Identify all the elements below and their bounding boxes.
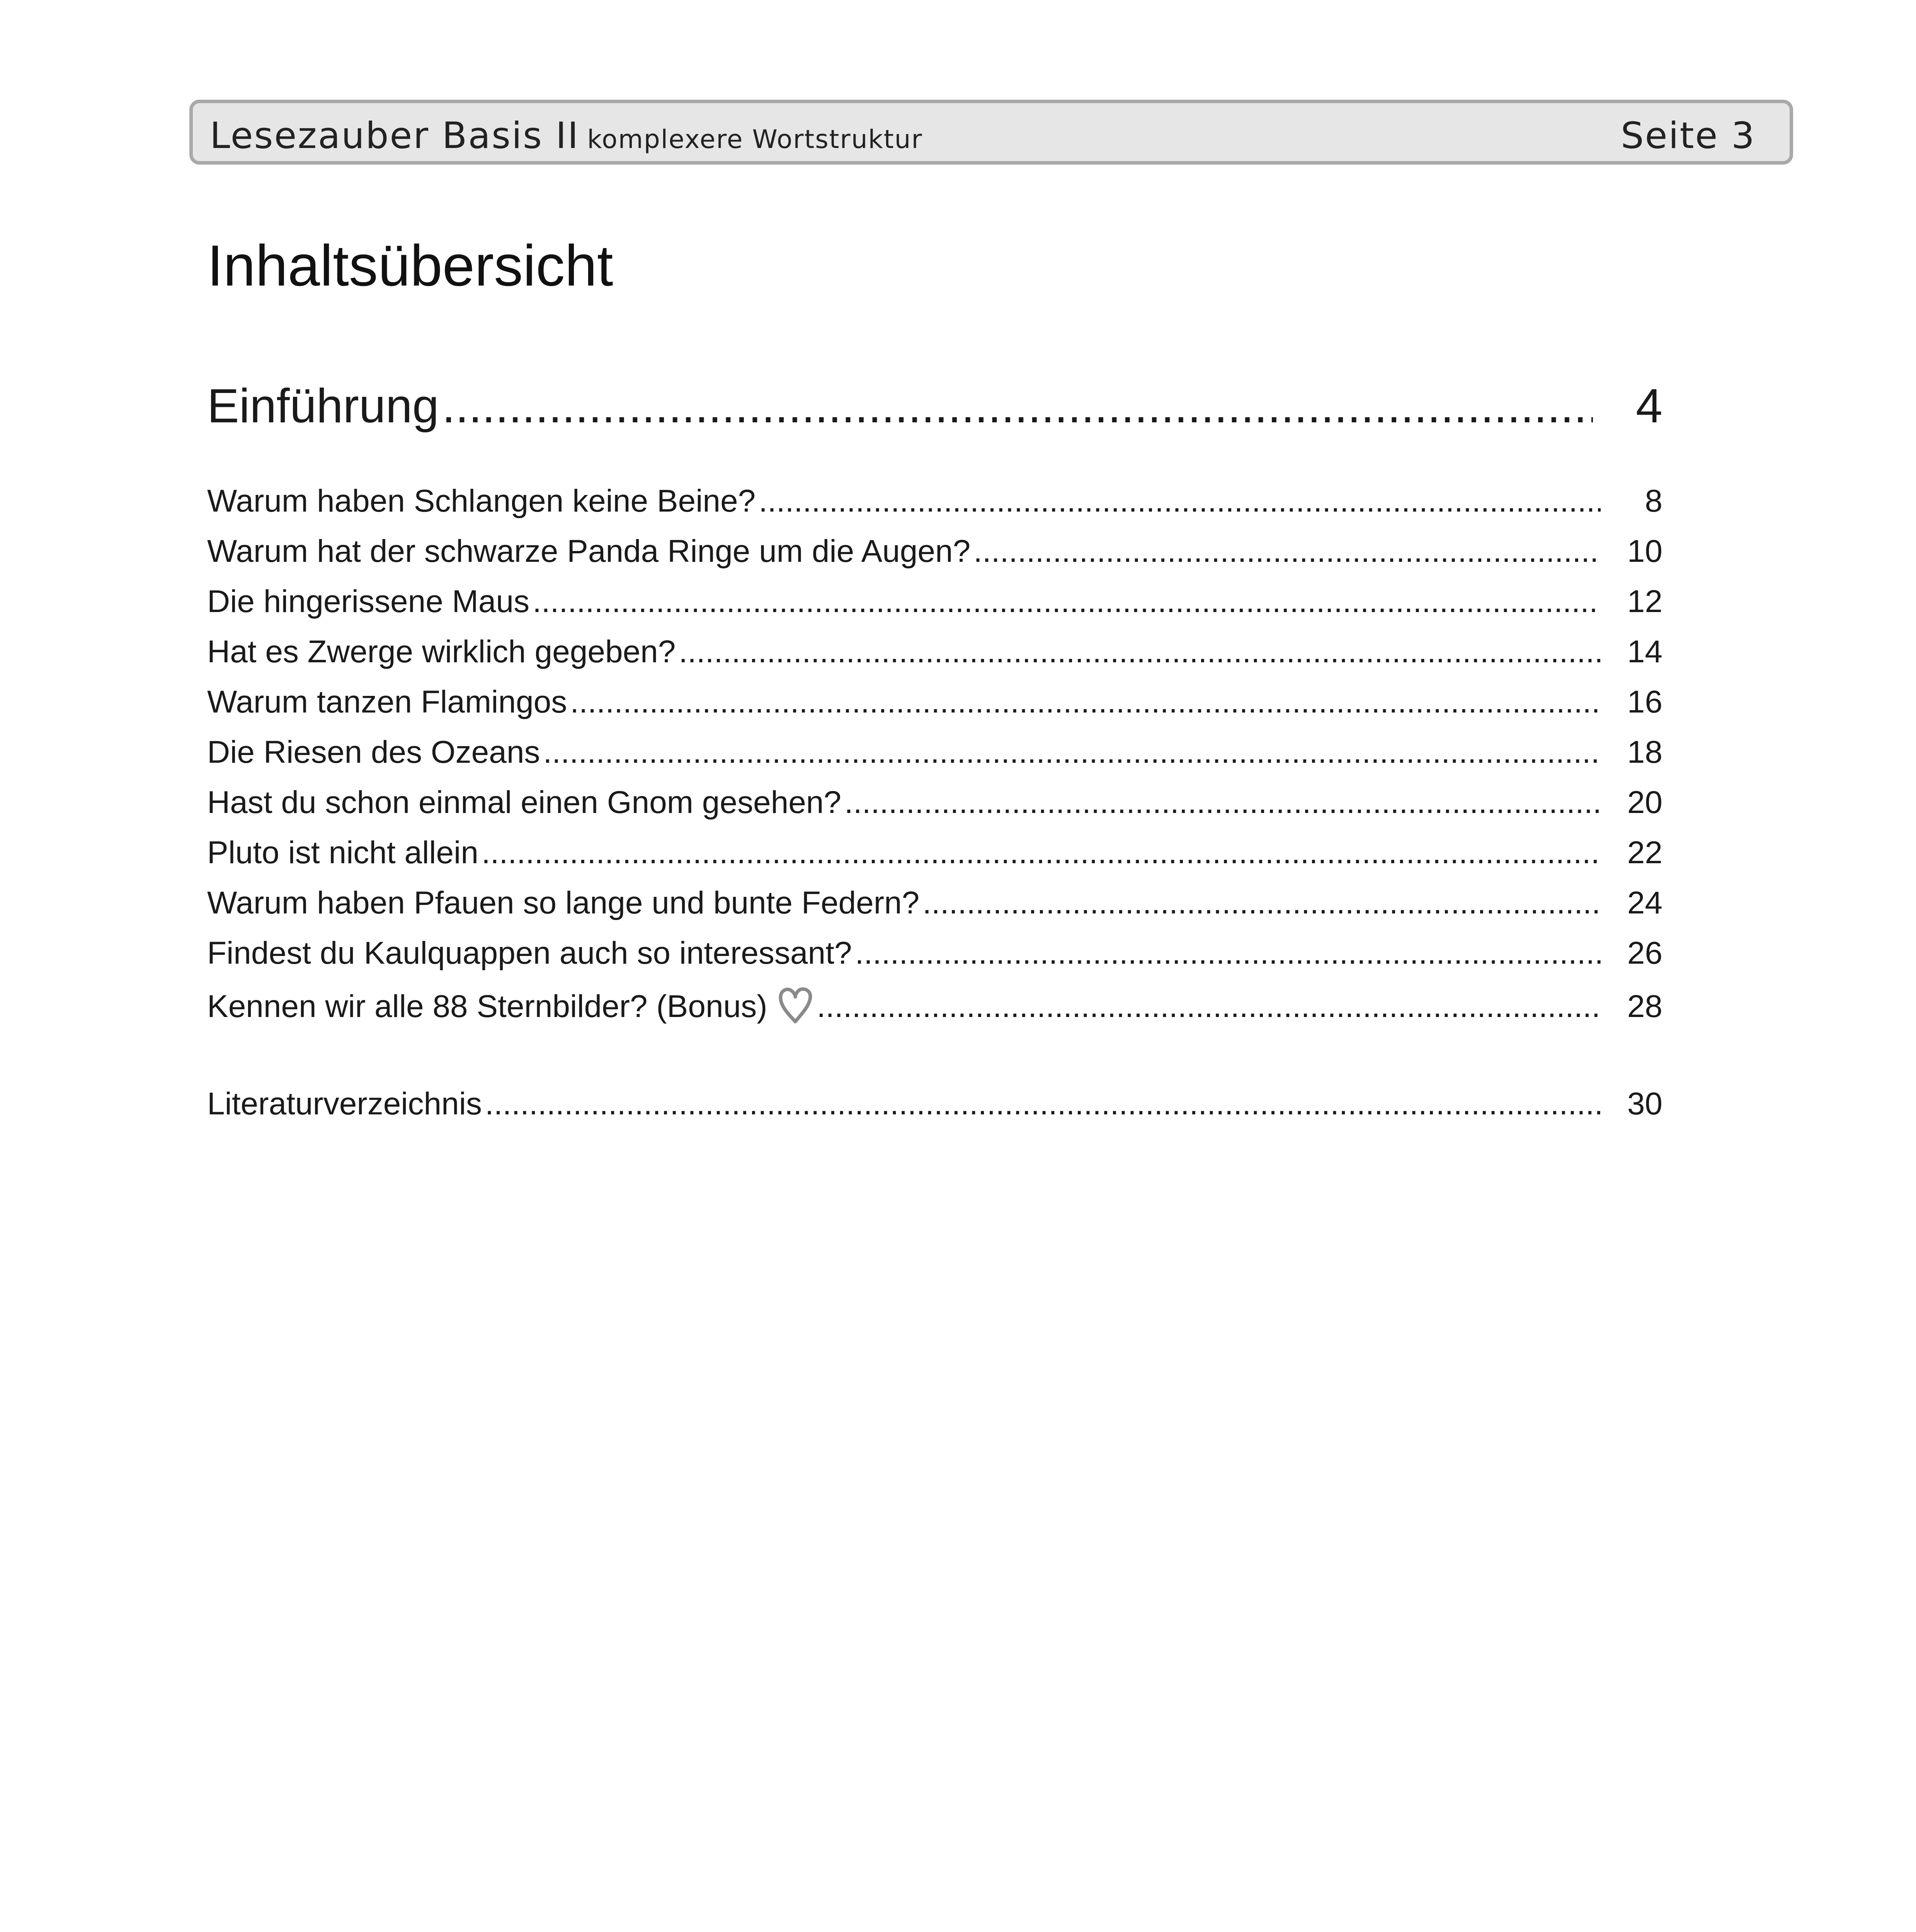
toc-entry[interactable] <box>207 483 1662 519</box>
toc-intro-label: Einführung <box>207 379 439 433</box>
toc-leader-dots <box>844 784 1601 821</box>
toc-entry[interactable] <box>207 734 1662 770</box>
toc-entry[interactable] <box>207 835 1662 871</box>
toc-leader-dots <box>485 1086 1601 1122</box>
page-title: Inhaltsübersicht <box>207 233 613 298</box>
toc-entry-label: Findest du Kaulquappen auch so interessant? <box>207 935 852 971</box>
header-page-label: Seite 3 <box>1621 115 1756 157</box>
toc-leader-dots <box>855 935 1601 971</box>
toc-entry-label: Hat es Zwerge wirklich gegeben? <box>207 634 676 669</box>
toc-entry-label: Warum haben Pfauen so lange und bunte Federn? <box>207 885 920 920</box>
toc-entry-label-text: Kennen wir alle 88 Sternbilder? (Bonus) <box>207 989 767 1024</box>
toc-entry-label: Warum hat der schwarze Panda Ringe um die Augen? <box>207 534 971 569</box>
toc-leader-dots <box>543 734 1601 770</box>
toc-entry-label: Warum tanzen Flamingos <box>207 684 567 719</box>
toc-entry-label: Die Riesen des Ozeans <box>207 735 540 770</box>
toc-entry[interactable] <box>207 533 1662 570</box>
toc-entry[interactable] <box>207 784 1662 821</box>
toc-entry-label: Hast du schon einmal einen Gnom gesehen? <box>207 785 842 820</box>
toc-entry-page: 12 <box>1627 584 1662 619</box>
toc-entry[interactable] <box>207 634 1662 670</box>
toc-leader-dots <box>442 379 1593 434</box>
toc-entry-page: 18 <box>1627 735 1662 770</box>
toc-entry-label: Die hingerissene Maus <box>207 584 530 619</box>
toc-bibliography-page: 30 <box>1627 1086 1662 1121</box>
toc-entry[interactable] <box>207 885 1662 921</box>
toc-leader-dots <box>817 988 1601 1025</box>
toc-leader-dots <box>922 885 1601 921</box>
toc-bibliography-label: Literaturverzeichnis <box>207 1086 482 1121</box>
toc-leader-dots <box>679 634 1601 670</box>
toc-entry-page: 16 <box>1627 684 1662 719</box>
toc-leader-dots <box>482 835 1601 871</box>
toc-entry-page: 10 <box>1627 534 1662 569</box>
toc-intro-page: 4 <box>1636 379 1662 433</box>
toc-entry[interactable] <box>207 684 1662 720</box>
header-title-group <box>210 115 923 157</box>
toc-entry-page: 28 <box>1627 989 1662 1024</box>
toc-bibliography[interactable] <box>207 1086 1662 1122</box>
toc-entry-page: 20 <box>1627 785 1662 820</box>
toc-leader-dots <box>570 684 1601 720</box>
header-subtitle: komplexere Wortstruktur <box>587 124 923 154</box>
page-header <box>189 100 1793 165</box>
toc-leader-dots <box>533 583 1601 620</box>
toc-entry-page: 26 <box>1627 935 1662 971</box>
toc-entry-label <box>207 985 814 1026</box>
toc-entry[interactable] <box>207 935 1662 971</box>
toc-entry-page: 24 <box>1627 885 1662 920</box>
header-title: Lesezauber Basis II <box>210 115 580 157</box>
toc-entry-label: Pluto ist nicht allein <box>207 835 478 870</box>
toc-entry-page: 14 <box>1627 634 1662 669</box>
toc-leader-dots <box>973 533 1601 570</box>
toc-intro[interactable] <box>207 379 1662 434</box>
toc-entry-label: Warum haben Schlangen keine Beine? <box>207 483 756 519</box>
heart-icon <box>777 985 814 1026</box>
toc-leader-dots <box>759 483 1601 519</box>
toc-entry-page: 22 <box>1627 835 1662 870</box>
toc-entry[interactable] <box>207 583 1662 620</box>
toc-entry-page: 8 <box>1645 483 1662 519</box>
toc-entry-bonus[interactable] <box>207 985 1662 1026</box>
